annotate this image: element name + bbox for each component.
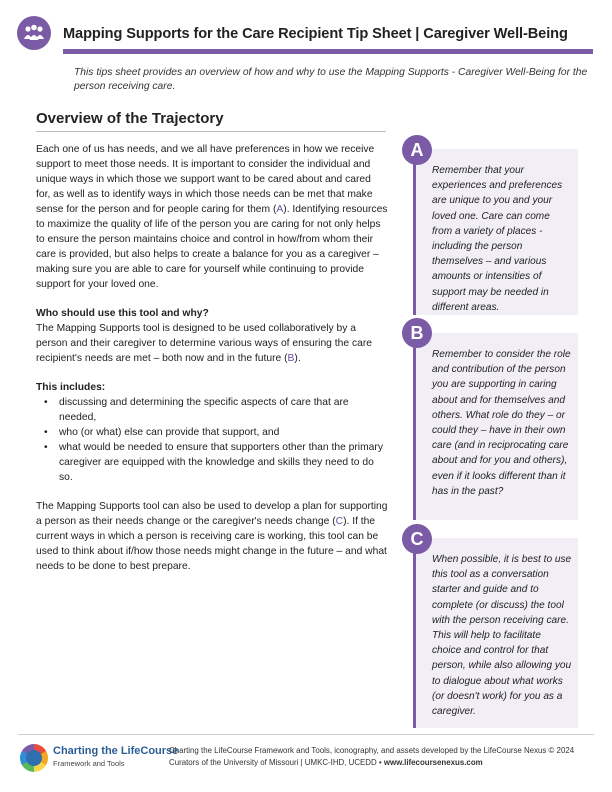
callout-text: When possible, it is best to use this tool as a conversation starter and guide and to complete (or discuss) the tool with the person receiving care. This will help to facilitate choice and control for that person, while also allowing you to dialogue about what works (or doesn't work) for you as a caregiver. [432,554,572,718]
footer-line: Charting the LifeCourse Framework and Tools, iconography, and assets developed by the LifeCourse Nexus © 2024 [169,746,575,755]
footer-brand-sub: Framework and Tools [53,759,125,768]
paragraph-text: The Mapping Supports tool can also be used to develop a plan for supporting a person as their needs change or the caregiver's needs change ( [36,501,388,527]
list-item: • discussing and determining the specific aspects of care that are needed, [36,395,388,425]
callout-marker-c: C [402,524,432,554]
who-paragraph [36,321,388,366]
overview-paragraph [36,142,388,292]
header-divider [63,49,593,54]
callout-text: Remember that your experiences and preferences are unique to you and your loved one. Care can come from a variety of places - including the person themselves – and various amounts or intensities of support may be needed in different areas. [432,165,563,313]
intro-text: This tips sheet provides an overview of how and why to use the Mapping Supports - Caregiver Well-Being for the person receiving care. [74,67,588,92]
plan-paragraph [36,499,388,574]
footer-brand: Charting the LifeCourse [53,745,179,757]
callout-marker-b: B [402,318,432,348]
list-item: • what would be needed to ensure that supporters other than the primary caregiver are equipped with the knowledge and skills they need to do so. [36,440,388,485]
callout-marker-a: A [402,135,432,165]
callout-ref-a: A [276,204,284,215]
main-content [36,142,388,574]
section-title: Overview of the Trajectory [36,110,224,127]
callout-box-a [413,149,578,315]
paragraph-text: ). Identifying resources to maximize the quality of life of the person you are caring for not only helps to ensure the person maintains choice and control in how/from whom their care is provided, but also helps to create a balance for you as a caregiver – making sure you are able to care for yourself while continuing to provide support for your loved one. [36,204,388,290]
section-divider [36,131,386,132]
paragraph-text: The Mapping Supports tool is designed to be used collaboratively by a person and their caregiver to determine various ways of ensuring the care recipient's needs are met – both now and in the future ( [36,323,372,364]
callout-box-b [413,333,578,520]
footer-credits [169,745,589,768]
callout-text: Remember to consider the role and contribution of the person you are supporting in caring about and for themselves and others. What role do they – or could they – have in their own care (and in reciprocating care about and for you and others), even if it looks different than it has in the past? [432,349,571,497]
footer-website-link[interactable]: www.lifecoursenexus.com [383,757,483,767]
lifecourse-logo-icon [20,744,48,772]
paragraph-text: ). If the current ways in which a person is receiving care is working, this tool can be used to think about if/how those needs might change in the future – and what needs to be done to best prepare. [36,516,387,572]
list-item: • who (or what) else can provide that support, and [36,425,388,440]
includes-heading: This includes: [36,382,106,393]
page-header [0,0,612,64]
callout-ref-c: C [335,516,344,527]
page-footer [0,734,612,792]
callout-box-c [413,538,578,728]
who-heading: Who should use this tool and why? [36,308,209,319]
paragraph-text: Each one of us has needs, and we all have preferences in how we receive support to meet those needs. It is important to consider the individual and unique ways in which those we support want to be cared about and cared for, as well as to identify ways in which those needs can be met that make sense for the person and for people caring for them ( [36,144,375,215]
footer-divider [18,734,594,735]
callout-ref-b: B [287,353,295,364]
paragraph-text: ). [294,353,301,364]
footer-text: Curators of the University of Missouri | UMKC-IHD, UCEDD • [169,757,384,767]
footer-line [169,757,589,769]
includes-list [36,395,388,485]
people-group-icon [17,16,51,50]
page-title: Mapping Supports for the Care Recipient Tip Sheet | Caregiver Well-Being [63,26,568,42]
